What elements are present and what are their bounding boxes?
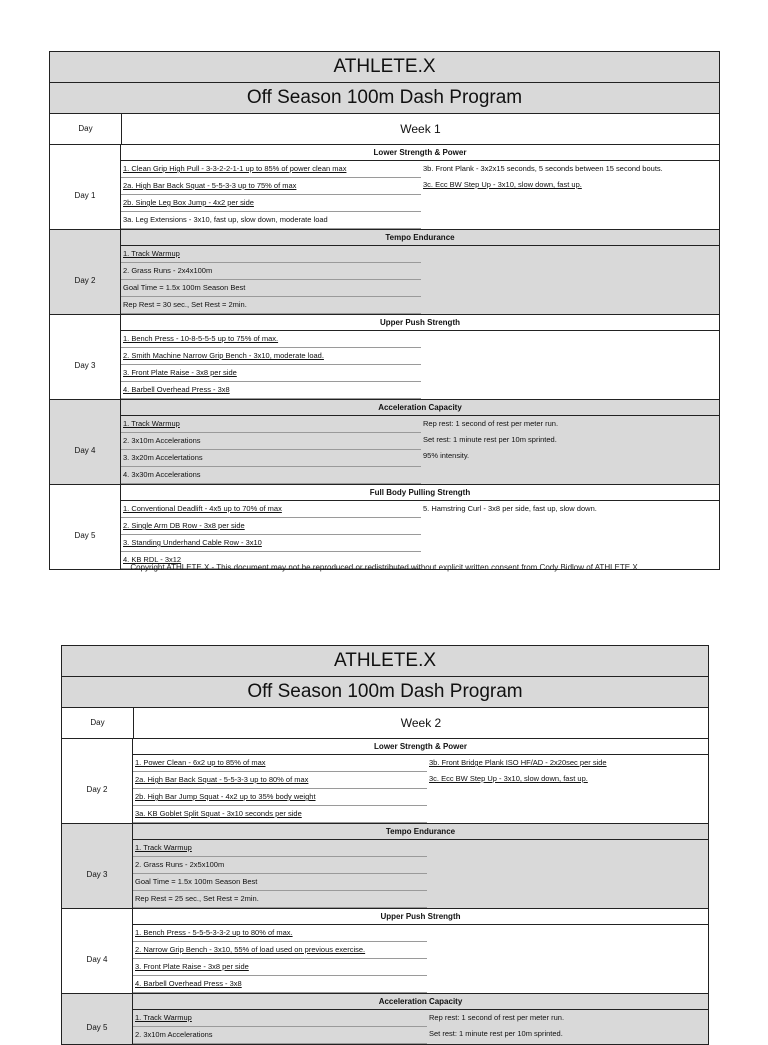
exercise-columns [121, 161, 719, 229]
day-block [62, 994, 708, 1044]
exercise-column-left [121, 501, 421, 569]
copyright-notice: Copyright ATHLETE.X - This document may not be reproduced or redistributed without explicit written consent from Cody Bidlow of ATHLETE.X [130, 563, 638, 572]
day-block [50, 400, 719, 485]
day-column-header: Day [62, 708, 134, 738]
day-label: Day 4 [50, 400, 121, 484]
day-body [121, 230, 719, 314]
exercise-line: 2. Smith Machine Narrow Grip Bench - 3x10, moderate load. [121, 348, 421, 365]
section-title: Tempo Endurance [133, 824, 708, 840]
exercise-columns [133, 840, 708, 908]
day-body [121, 485, 719, 569]
week-label: Week 1 [400, 122, 441, 136]
section-title: Acceleration Capacity [133, 994, 708, 1010]
day-body [121, 400, 719, 484]
exercise-line: 3. Front Plate Raise - 3x8 per side [121, 365, 421, 382]
exercise-line: 2. Single Arm DB Row - 3x8 per side [121, 518, 421, 535]
section-title: Tempo Endurance [121, 230, 719, 246]
program-sheet-week-2 [61, 645, 709, 1045]
day-label: Day 3 [50, 315, 121, 399]
exercise-column-left [133, 925, 427, 993]
exercise-line: 3a. Leg Extensions - 3x10, fast up, slow down, moderate load [121, 212, 421, 229]
exercise-line: 3c. Ecc BW Step Up - 3x10, slow down, fast up. [423, 180, 582, 189]
exercise-line: 1. Track Warmup [133, 840, 427, 857]
exercise-line: Goal Time = 1.5x 100m Season Best [133, 874, 427, 891]
exercise-line: 1. Track Warmup [121, 416, 421, 433]
day-label: Day 2 [50, 230, 121, 314]
exercise-column-right [427, 840, 708, 908]
exercise-line: 2. Grass Runs - 2x5x100m [133, 857, 427, 874]
brand-title: ATHLETE.X [62, 646, 708, 677]
exercise-line: 3b. Front Bridge Plank ISO HF/AD - 2x20sec per side [429, 758, 607, 767]
exercise-columns [133, 925, 708, 993]
day-body [121, 315, 719, 399]
exercise-line: 4. Barbell Overhead Press - 3x8 [121, 382, 421, 399]
section-title: Lower Strength & Power [133, 739, 708, 755]
exercise-line: 1. Clean Grip High Pull - 3-3-2-2-1-1 up to 85% of power clean max [121, 161, 421, 178]
day-list [62, 739, 708, 1044]
section-title: Upper Push Strength [133, 909, 708, 925]
week-label: Week 2 [400, 716, 442, 730]
exercise-column-left [133, 755, 427, 823]
day-body [133, 994, 708, 1044]
exercise-line: Set rest: 1 minute rest per 10m sprinted. [429, 1029, 563, 1038]
program-title: Off Season 100m Dash Program [62, 677, 708, 708]
exercise-columns [121, 246, 719, 314]
day-label: Day 5 [50, 485, 121, 569]
exercise-line: 1. Conventional Deadlift - 4x5 up to 70% of max [121, 501, 421, 518]
exercise-columns [121, 416, 719, 484]
exercise-line: 3a. KB Goblet Split Squat - 3x10 seconds per side [133, 806, 427, 823]
exercise-column-right [427, 925, 708, 993]
exercise-line: 4. 3x30m Accelerations [121, 467, 421, 484]
exercise-line: Set rest: 1 minute rest per 10m sprinted. [423, 435, 557, 444]
exercise-line: 5. Hamstring Curl - 3x8 per side, fast up, slow down. [423, 504, 597, 513]
section-title: Full Body Pulling Strength [121, 485, 719, 501]
day-block [50, 485, 719, 569]
exercise-line: 2b. Single Leg Box Jump - 4x2 per side [121, 195, 421, 212]
exercise-column-right [421, 416, 719, 484]
exercise-line: 2. Narrow Grip Bench - 3x10, 55% of load used on previous exercise. [133, 942, 427, 959]
exercise-columns [133, 755, 708, 823]
day-label: Day 1 [50, 145, 121, 229]
exercise-line: 2. 3x10m Accelerations [133, 1027, 427, 1044]
exercise-columns [133, 1010, 708, 1044]
day-block [62, 824, 708, 909]
exercise-line: 3c. Ecc BW Step Up - 3x10, slow down, fast up. [429, 774, 588, 783]
exercise-line: 2a. High Bar Back Squat - 5-5-3-3 up to 80% of max [133, 772, 427, 789]
exercise-column-left [133, 1010, 427, 1044]
day-list [50, 145, 719, 569]
day-label: Day 5 [62, 994, 133, 1044]
day-column-header: Day [50, 114, 122, 144]
exercise-column-left [121, 331, 421, 399]
section-title: Acceleration Capacity [121, 400, 719, 416]
exercise-line: Rep rest: 1 second of rest per meter run. [423, 419, 559, 428]
exercise-line: 1. Bench Press - 5-5-5-3-3-2 up to 80% of max. [133, 925, 427, 942]
week-header-row [50, 114, 719, 145]
day-label: Day 2 [62, 739, 133, 823]
exercise-line: 2. 3x10m Accelerations [121, 433, 421, 450]
exercise-columns [121, 331, 719, 399]
exercise-line: 4. Barbell Overhead Press - 3x8 [133, 976, 427, 993]
exercise-column-right [421, 501, 719, 569]
day-body [133, 824, 708, 908]
section-title: Upper Push Strength [121, 315, 719, 331]
exercise-line: 3. Standing Underhand Cable Row - 3x10 [121, 535, 421, 552]
exercise-line: 2. Grass Runs - 2x4x100m [121, 263, 421, 280]
exercise-column-left [121, 246, 421, 314]
exercise-line: Rep Rest = 25 sec., Set Rest = 2min. [133, 891, 427, 908]
day-block [50, 145, 719, 230]
section-title: Lower Strength & Power [121, 145, 719, 161]
brand-title: ATHLETE.X [50, 52, 719, 83]
exercise-line: 1. Bench Press - 10-8-5-5-5 up to 75% of max. [121, 331, 421, 348]
exercise-line: Rep Rest = 30 sec., Set Rest = 2min. [121, 297, 421, 314]
exercise-line: 4. KB RDL - 3x12 [121, 552, 421, 569]
day-body [133, 739, 708, 823]
day-block [50, 230, 719, 315]
exercise-line: 1. Track Warmup [133, 1010, 427, 1027]
exercise-column-left [133, 840, 427, 908]
exercise-line: 2b. High Bar Jump Squat - 4x2 up to 35% body weight [133, 789, 427, 806]
exercise-column-right [421, 161, 719, 229]
exercise-column-right [427, 1010, 708, 1044]
exercise-line: 3. Front Plate Raise - 3x8 per side [133, 959, 427, 976]
program-title: Off Season 100m Dash Program [50, 83, 719, 114]
exercise-line: Goal Time = 1.5x 100m Season Best [121, 280, 421, 297]
day-block [62, 739, 708, 824]
exercise-line: Rep rest: 1 second of rest per meter run. [429, 1013, 565, 1022]
exercise-line: 95% intensity. [423, 451, 470, 460]
day-body [121, 145, 719, 229]
exercise-column-right [421, 331, 719, 399]
day-block [50, 315, 719, 400]
day-body [133, 909, 708, 993]
exercise-line: 1. Power Clean - 6x2 up to 85% of max [133, 755, 427, 772]
exercise-line: 3. 3x20m Accelertations [121, 450, 421, 467]
exercise-columns [121, 501, 719, 569]
program-sheet-week-1 [49, 51, 720, 570]
exercise-line: 3b. Front Plank - 3x2x15 seconds, 5 seconds between 15 second bouts. [423, 164, 663, 173]
exercise-column-right [427, 755, 708, 823]
exercise-column-left [121, 416, 421, 484]
day-label: Day 3 [62, 824, 133, 908]
day-block [62, 909, 708, 994]
exercise-column-left [121, 161, 421, 229]
day-label: Day 4 [62, 909, 133, 993]
week-header-row [62, 708, 708, 739]
exercise-column-right [421, 246, 719, 314]
exercise-line: 1. Track Warmup [121, 246, 421, 263]
exercise-line: 2a. High Bar Back Squat - 5-5-3-3 up to 75% of max [121, 178, 421, 195]
